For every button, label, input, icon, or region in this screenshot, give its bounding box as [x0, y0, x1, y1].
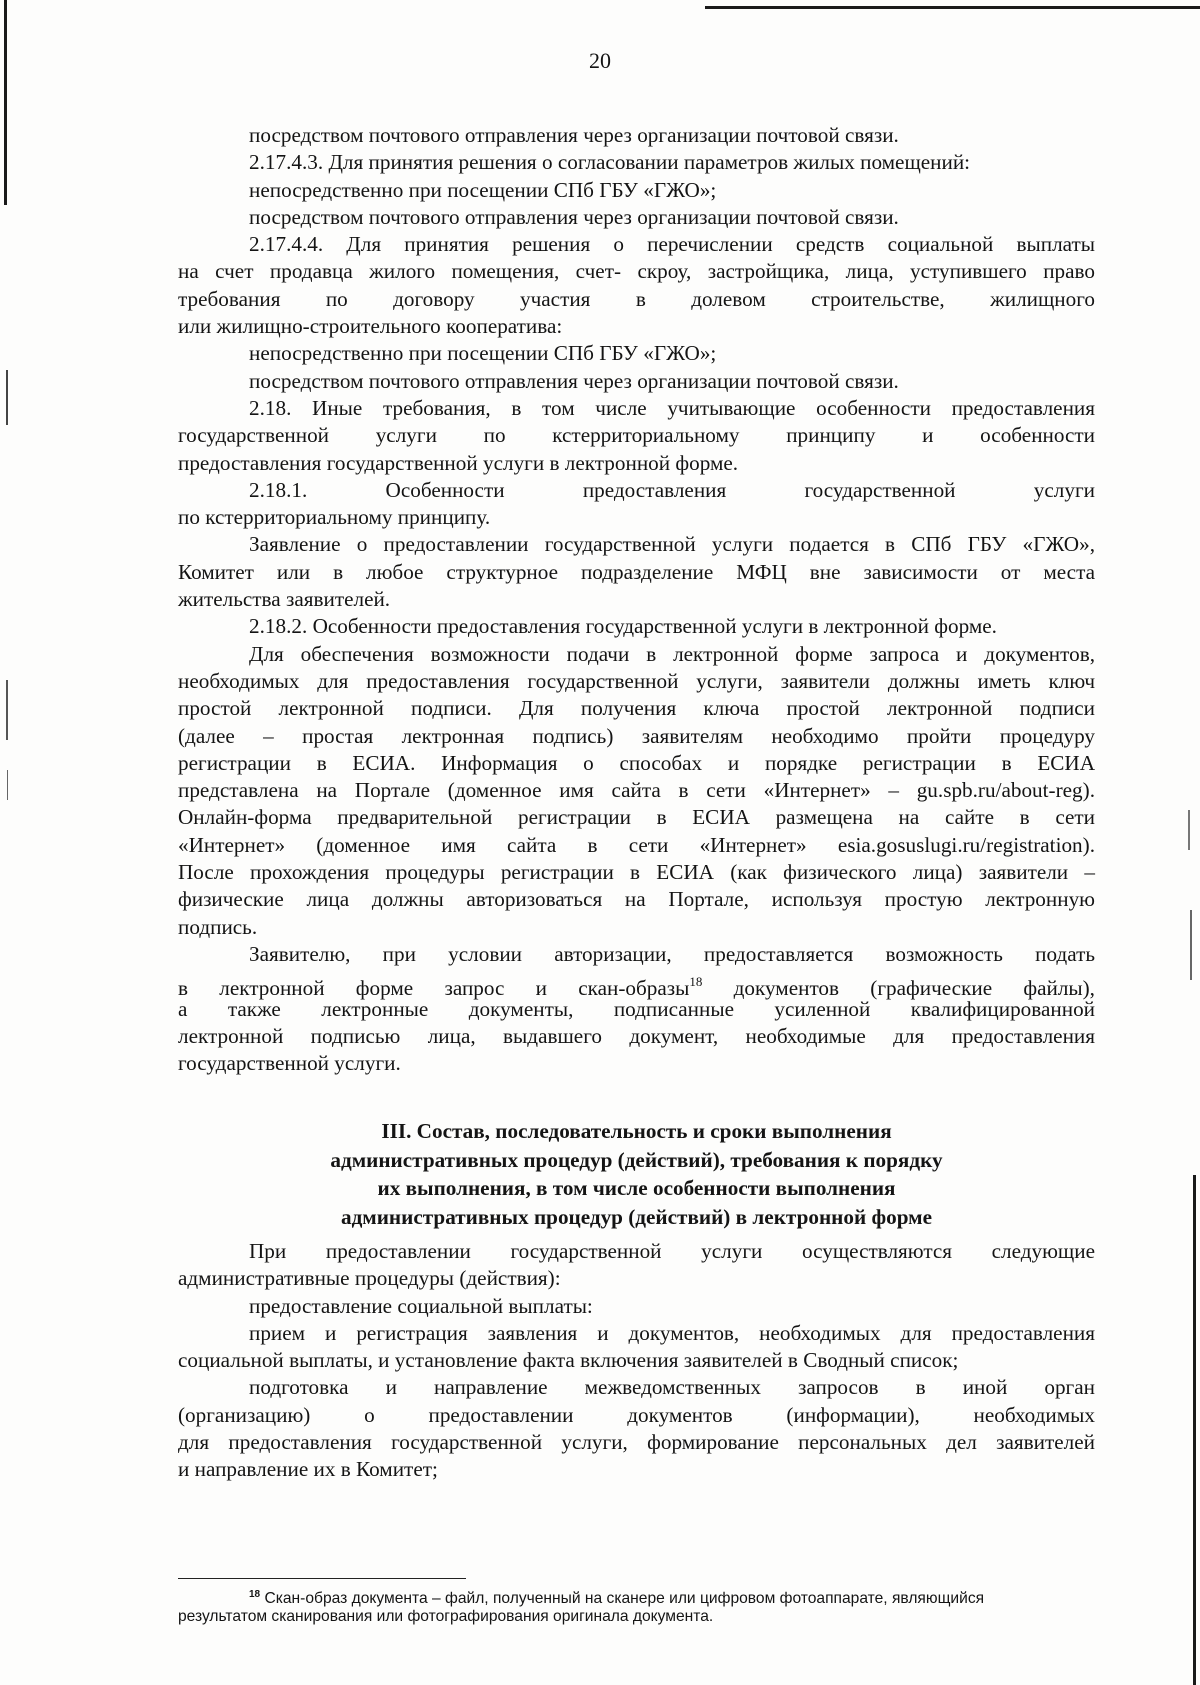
scan-artifact-right-edge	[1188, 810, 1190, 850]
text-line: Заявителю, при условии авторизации, предоставляется возможность подать	[249, 941, 1095, 966]
footnote-line	[178, 1584, 1095, 1606]
text-fragment: в лектронной форме запрос и скан-образы	[178, 976, 690, 1001]
scan-artifact-top-line	[705, 6, 1200, 9]
text-line: (далее – простая лектронная подпись) заявителям необходимо пройти процедуру	[178, 723, 1095, 748]
heading-line: административных процедур (действий), требования к порядку	[330, 1147, 943, 1172]
text-line: 2.18.2. Особенности предоставления государственной услуги в лектронной форме.	[249, 614, 997, 639]
footnote-line: результатом сканирования или фотографирования оригинала документа.	[178, 1608, 714, 1625]
text-line: регистрации в ЕСИА. Информация о способах и порядке регистрации в ЕСИА	[178, 750, 1095, 775]
text-line: для предоставления государственной услуги, формирование персональных дел заявителей	[178, 1430, 1095, 1455]
text-line: Заявление о предоставлении государственной услуги подается в СПб ГБУ «ГЖО»,	[249, 532, 1095, 557]
text-line: а также лектронные документы, подписанные усиленной квалифицированной	[178, 996, 1095, 1021]
text-line: государственной услуги по кстерриториальному принципу и особенности	[178, 423, 1095, 448]
text-line: посредством почтового отправления через организации почтовой связи.	[249, 123, 899, 147]
text-line: При предоставлении государственной услуги осуществляются следующие	[249, 1239, 1095, 1263]
text-line: (организацию) о предоставлении документов (информации), необходимых	[178, 1402, 1095, 1427]
text-line: административные процедуры (действия):	[178, 1266, 561, 1291]
text-line: и направление их в Комитет;	[178, 1457, 438, 1482]
scan-artifact-right-edge	[1193, 1175, 1196, 1685]
text-line: государственной услуги.	[178, 1051, 401, 1076]
heading-line: административных процедур (действий) в лектронной форме	[340, 1204, 933, 1229]
footnote-mark: 18	[249, 1589, 261, 1600]
body-text	[178, 122, 1095, 1077]
text-line: 2.17.4.4. Для принятия решения о перечислении средств социальной выплаты	[249, 232, 1095, 257]
text-line: непосредственно при посещении СПб ГБУ «ГЖО»;	[249, 177, 717, 202]
text-line: посредством почтового отправления через организации почтовой связи.	[249, 368, 899, 393]
text-line: непосредственно при посещении СПб ГБУ «ГЖО»;	[249, 341, 717, 366]
scan-artifact-left-edge	[4, 0, 7, 205]
text-line: по кстерриториальному принципу.	[178, 505, 491, 530]
text-fragment: Скан-образ документа – файл, полученный на сканере или цифровом фотоаппарате, являющийся	[260, 1590, 985, 1607]
text-line: лектронной подписью лица, выдавшего документ, необходимые для предоставления	[178, 1023, 1095, 1048]
text-line: 2.17.4.3. Для принятия решения о согласовании параметров жилых помещений:	[249, 150, 971, 175]
text-line: на счет продавца жилого помещения, счет- скроу, застройщика, лица, уступившего право	[178, 259, 1095, 284]
text-line: социальной выплаты, и установление факта включения заявителей в Сводный список;	[178, 1348, 959, 1373]
text-line: предоставление социальной выплаты:	[249, 1293, 593, 1318]
text-line: предоставления государственной услуги в лектронной форме.	[178, 450, 739, 475]
text-line: Для обеспечения возможности подачи в лектронной форме запроса и документов,	[249, 641, 1095, 666]
text-line: прием и регистрация заявления и документов, необходимых для предоставления	[249, 1320, 1095, 1345]
text-line: необходимых для предоставления государственной услуги, заявители должны иметь ключ	[178, 668, 1095, 693]
heading-line: их выполнения, в том числе особенности выполнения	[377, 1176, 896, 1201]
text-line: требования по договору участия в долевом строительстве, жилищного	[178, 286, 1095, 311]
scan-artifact-left-edge	[7, 770, 8, 800]
text-fragment: документов (графические файлы),	[702, 976, 1095, 1001]
heading-line: III. Состав, последовательность и сроки выполнения	[381, 1119, 892, 1143]
scan-artifact-right-edge	[1190, 910, 1192, 980]
footnote-reference: 18	[689, 974, 703, 990]
text-line: или жилищно-строительного кооператива:	[178, 314, 563, 339]
section-heading	[178, 1117, 1095, 1231]
text-line: 2.18.1. Особенности предоставления государственной услуги	[249, 477, 1095, 502]
body-text	[178, 1238, 1095, 1484]
footnote-divider	[178, 1578, 466, 1579]
text-line: представлена на Портале (доменное имя сайта в сети «Интернет» – gu.spb.ru/about-reg).	[178, 778, 1095, 803]
text-line: После прохождения процедуры регистрации в ЕСИА (как физического лица) заявители –	[178, 860, 1095, 885]
text-line: 2.18. Иные требования, в том числе учитывающие особенности предоставления	[249, 395, 1095, 420]
text-line: подпись.	[178, 914, 258, 939]
text-line: Комитет или в любое структурное подразделение МФЦ вне зависимости от места	[178, 559, 1095, 584]
text-line: простой лектронной подписи. Для получения ключа простой лектронной подписи	[178, 696, 1095, 721]
text-line: физические лица должны авторизоваться на Портале, используя простую лектронную	[178, 887, 1095, 912]
footnote	[178, 1584, 1095, 1628]
page-number: 20	[589, 48, 611, 73]
text-line: жительства заявителей.	[178, 587, 391, 612]
scan-artifact-left-edge	[6, 680, 8, 740]
text-line: посредством почтового отправления через организации почтовой связи.	[249, 204, 899, 229]
text-line	[178, 968, 1095, 1001]
scan-artifact-left-edge	[6, 370, 8, 425]
text-line: подготовка и направление межведомственных запросов в иной орган	[249, 1375, 1095, 1400]
text-line: Онлайн-форма предварительной регистрации в ЕСИА размещена на сайте в сети	[178, 805, 1095, 830]
text-line: «Интернет» (доменное имя сайта в сети «Интернет» esia.gosuslugi.ru/registration).	[178, 832, 1095, 857]
